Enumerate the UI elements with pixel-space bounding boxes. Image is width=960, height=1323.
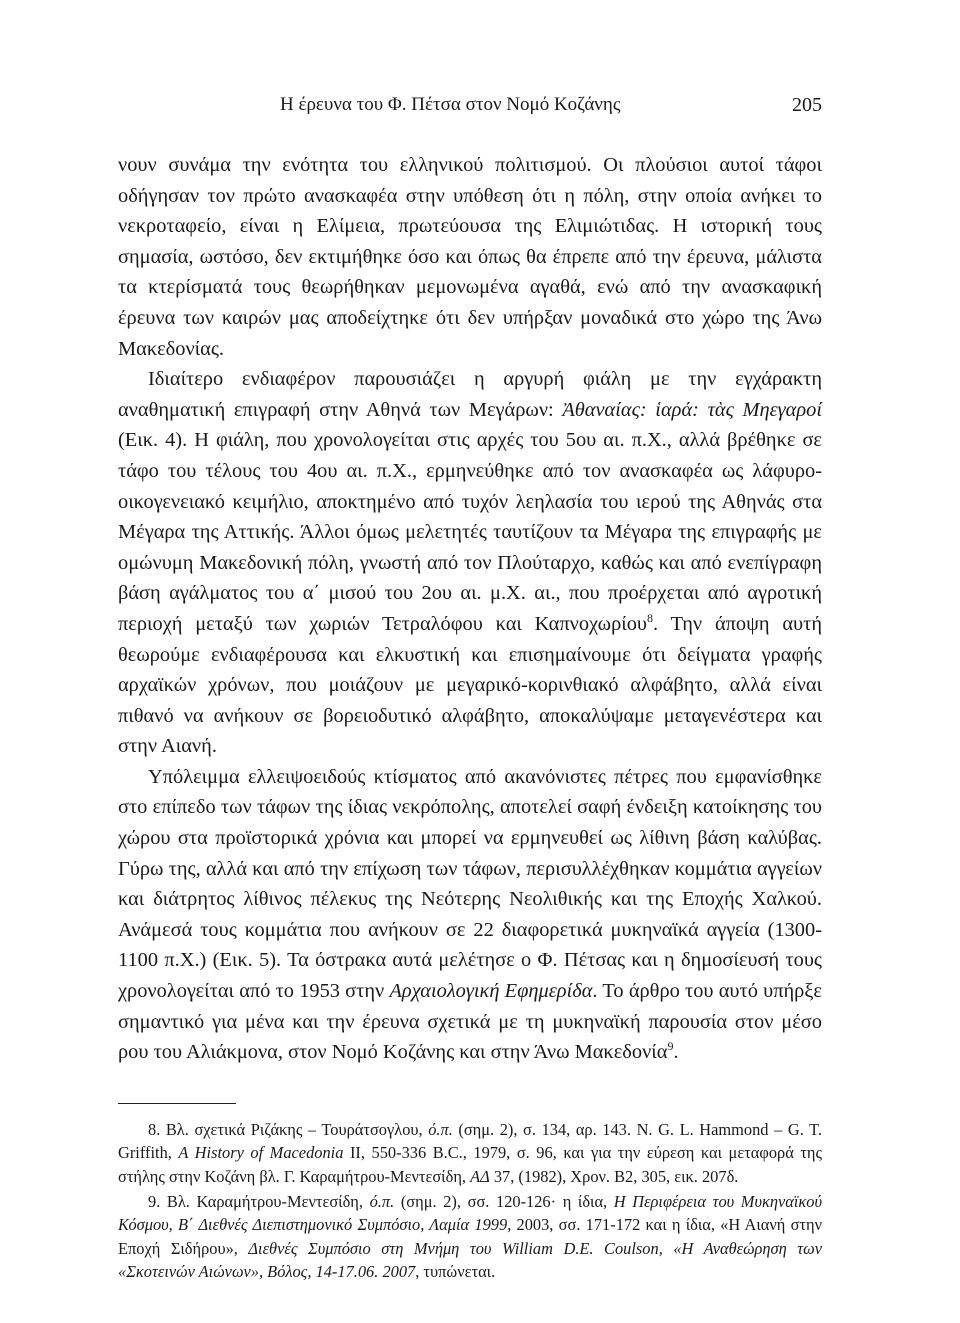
text-run: . Το άρθρο του αυτό υπήρξε σημαντικό για μένα και την έρευνα σχετικά με τη μυκηναϊκή παρουσία στον μέσο ρου του Αλιάκμονα, στον Νομό Κοζάνης και στην Άνω Μακεδονία bbox=[118, 980, 822, 1064]
italic-run: A History of Macedonia bbox=[178, 1143, 344, 1163]
text-run: Υπόλειμμα ελλειψοειδούς κτίσματος από ακανόνιστες πέτρες που εμφανίσθηκε στο επίπεδο των τάφων της ίδιας νεκρόπολης, αποτελεί σαφή ένδειξη κατοίκησης του χώρου στα προϊστορικά χρόνια και μπορεί να ερμηνευθεί ως λίθινη βάση καλύβας. Γύρω της, αλλά και από την επίχωση των τάφων, περισυλλέχθηκαν κομμάτια αγγείων και διάτρητος λίθινος πέλεκυς της Νεότερης Νεολιθικής και της Εποχής Χαλκού. Ανάμεσά τους κομμάτια που ανήκουν σε 22 διαφορετικά μυκηναϊκά αγγεία (1300-1100 π.Χ.) (Εικ. 5). Τα όστρακα αυτά μελέτησε ο Φ. Πέτσας και η δημοσίευσή τους χρονολογείται από το 1953 στην bbox=[118, 765, 822, 1003]
text-run: 9. Βλ. Καραμήτρου-Μεντεσίδη, bbox=[148, 1192, 370, 1212]
italic-run: Η Περιφέρεια του Μυκηναϊκού Κόσμου, Β΄ Διεθνές Διεπιστημονικό Συμπόσιο, Λαμία 1999 bbox=[118, 1192, 823, 1235]
footnote-separator bbox=[118, 1103, 236, 1104]
text-run: 37, (1982), Χρον. Β2, 305, εικ. 207δ. bbox=[489, 1166, 739, 1186]
text-run: 8. Βλ. σχετικά Ριζάκης – Τουράτσογλου, bbox=[148, 1119, 429, 1139]
text-run: , τυπώνεται. bbox=[415, 1262, 496, 1282]
text-run: Ιδιαίτερο ενδιαφέρον παρουσιάζει η αργυρή φιάλη με την εγχάρακτη αναθηματική επιγραφή στην Αθηνά των Μεγάρων: bbox=[118, 368, 822, 421]
text-run: (Εικ. 4). Η φιάλη, που χρονολογείται στις αρχές του 5ου αι. π.Χ., αλλά βρέθηκε σε τάφο του τέλους του 4ου αι. π.Χ., ερμηνεύθηκε από τον ανασκαφέα ως λάφυρο- οικογενειακό κειμήλιο, αποκτημένο από τυχόν λεηλασία του ιερού της Αθηνάς στα Μέγαρα της Αττικής. Άλλοι όμως μελετητές ταυτίζουν τα Μέγαρα της επιγραφής με ομώνυμη Μακεδονική πόλη, γνωστή από τον Πλούταρχο, καθώς και από ενεπίγραφη βάση αγάλματος του α΄ μισού του 2ου αι. μ.Χ. αι., που προέρχεται από αγροτική περιοχή μεταξύ των χωριών Τετραλόφου και Καπνοχωρίου bbox=[118, 429, 822, 635]
text-run: νουν συνάμα την ενότητα του ελληνικού πολιτισμού. Οι πλούσιοι αυτοί τάφοι οδήγησαν τον πρώτο ανασκαφέα στην υπόθεση ότι η πόλη, στην οποία ανήκει το νεκροταφείο, είναι η Ελίμεια, πρωτεύουσα της Ελιμιώτιδας. Η ιστορική τους σημασία, ωστόσο, δεν εκτιμήθηκε όσο και όπως θα έπρεπε από την έρευνα, μάλιστα τα κτερίσματά τους θεωρήθηκαν μεμονωμένα αγαθά, ενώ από την ανασκαφική έρευνα των καιρών μας αποδείχτηκε ότι δεν υπήρξαν μοναδικά στο χώρο της Άνω Μακεδονίας. bbox=[118, 154, 822, 360]
footnote-9 bbox=[118, 1190, 822, 1284]
italic-run: ό.π. bbox=[369, 1192, 395, 1212]
footnotes bbox=[118, 1118, 822, 1284]
running-head bbox=[118, 88, 822, 124]
text-run: II, 550-336 B.C., 1979, σ. 96, και για την εύρεση και μεταφορά της στήλης στην Κοζάνη βλ. Γ. Καραμήτρου-Μεντεσίδη, bbox=[118, 1143, 822, 1186]
paragraph-2 bbox=[118, 364, 822, 762]
text-run: . bbox=[673, 1041, 679, 1064]
body-text bbox=[118, 150, 822, 1068]
text-run: , 2003, σσ. 171-172 και η ίδια, «Η Αιανή στην Εποχή Σιδήρου», bbox=[118, 1215, 823, 1258]
text-run: (σημ. 2), σσ. 120-126· η ίδια, bbox=[394, 1192, 614, 1212]
italic-run: ΑΔ bbox=[470, 1166, 490, 1186]
italic-run: Αρχαιολογική Εφημερίδα bbox=[389, 980, 593, 1003]
text-run: . Την άποψη αυτή θεωρούμε ενδιαφέρουσα και ελκυστική και επισημαίνουμε ότι δείγματα γραφής αρχαϊκών χρόνων, που μοιάζουν με μεγαρικό-κορινθιακό αλφάβητο, αλλά είναι πιθανό να ανήκουν σε βορειοδυτικό αλφάβητο, αποκαλύψαμε μεταγενέστερα και στην Αιανή. bbox=[118, 612, 822, 758]
footnote-8 bbox=[118, 1118, 822, 1188]
running-title: Η έρευνα του Φ. Πέτσα στον Νομό Κοζάνης bbox=[280, 94, 621, 115]
italic-run: ό.π. bbox=[428, 1119, 453, 1139]
paragraph-1 bbox=[118, 150, 822, 364]
page-number: 205 bbox=[792, 94, 822, 116]
text-run: (σημ. 2), σ. 134, αρ. 143. N. G. L. Hammond – G. T. Griffith, bbox=[118, 1119, 822, 1163]
italic-run: Διεθνές Συμπόσιο στη Μνήμη του William D.E. Coulson, «Η Αναθεώρηση των «Σκοτεινών Αιώνων», Βόλος, 14-17.06. 2007 bbox=[118, 1238, 822, 1282]
italic-run: Ἀθαναίας: ἱαρά: τὰς Μηεγαροί bbox=[562, 398, 822, 421]
paragraph-3 bbox=[118, 762, 822, 1068]
footnote-ref: 9 bbox=[667, 1039, 674, 1054]
footnote-ref: 8 bbox=[647, 611, 654, 626]
